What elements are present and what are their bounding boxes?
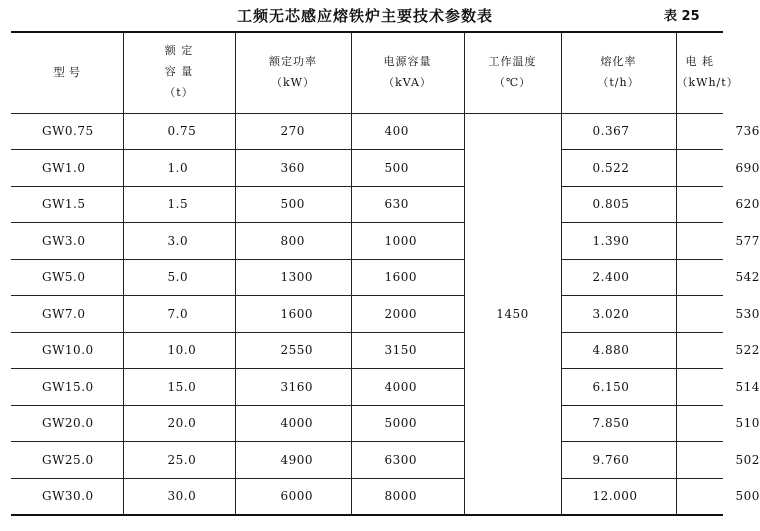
consumption-cell: 514 <box>676 369 723 406</box>
model-cell: GW7.0 <box>11 296 123 333</box>
supply-cell: 1000 <box>351 223 464 260</box>
power-cell: 6000 <box>235 478 351 515</box>
melt-rate-cell: 4.880 <box>561 332 676 369</box>
model-cell: GW3.0 <box>11 223 123 260</box>
header-melt: 熔化率 （t/h） <box>561 32 676 113</box>
model-cell: GW30.0 <box>11 478 123 515</box>
supply-cell: 2000 <box>351 296 464 333</box>
table-title: 工频无芯感应熔铁炉主要技术参数表 <box>236 7 493 25</box>
capacity-cell: 0.75 <box>123 113 235 150</box>
power-cell: 800 <box>235 223 351 260</box>
model-cell: GW5.0 <box>11 259 123 296</box>
power-cell: 270 <box>235 113 351 150</box>
table-row <box>11 369 723 406</box>
supply-cell: 8000 <box>351 478 464 515</box>
model-cell: GW0.75 <box>11 113 123 150</box>
melt-rate-cell: 0.805 <box>561 186 676 223</box>
model-cell: GW25.0 <box>11 442 123 479</box>
melt-rate-cell: 3.020 <box>561 296 676 333</box>
consumption-cell: 510 <box>676 405 723 442</box>
melt-rate-cell: 2.400 <box>561 259 676 296</box>
table-number: 表 25 <box>664 9 700 24</box>
melt-rate-cell: 0.367 <box>561 113 676 150</box>
power-cell: 4900 <box>235 442 351 479</box>
table-row <box>11 442 723 479</box>
consumption-cell: 577 <box>676 223 723 260</box>
header-model: 型 号 <box>11 32 123 113</box>
supply-cell: 630 <box>351 186 464 223</box>
capacity-cell: 1.5 <box>123 186 235 223</box>
table-row <box>11 150 723 187</box>
power-cell: 2550 <box>235 332 351 369</box>
header-consumption: 电 耗 （kWh/t） <box>676 32 723 113</box>
capacity-cell: 3.0 <box>123 223 235 260</box>
model-cell: GW15.0 <box>11 369 123 406</box>
supply-cell: 400 <box>351 113 464 150</box>
supply-cell: 4000 <box>351 369 464 406</box>
consumption-cell: 736 <box>676 113 723 150</box>
power-cell: 3160 <box>235 369 351 406</box>
table-row <box>11 478 723 515</box>
consumption-cell: 690 <box>676 150 723 187</box>
table-row <box>11 259 723 296</box>
supply-cell: 6300 <box>351 442 464 479</box>
supply-cell: 3150 <box>351 332 464 369</box>
table-row <box>11 113 723 150</box>
consumption-cell: 542 <box>676 259 723 296</box>
header-supply: 电源容量 （kVA） <box>351 32 464 113</box>
melt-rate-cell: 6.150 <box>561 369 676 406</box>
header-row <box>11 32 723 113</box>
table-row <box>11 405 723 442</box>
melt-rate-cell: 0.522 <box>561 150 676 187</box>
capacity-cell: 20.0 <box>123 405 235 442</box>
temperature-cell: 1450 <box>464 113 561 515</box>
capacity-cell: 30.0 <box>123 478 235 515</box>
melt-rate-cell: 1.390 <box>561 223 676 260</box>
consumption-cell: 530 <box>676 296 723 333</box>
melt-rate-cell: 7.850 <box>561 405 676 442</box>
header-temp: 工作温度 （℃） <box>464 32 561 113</box>
power-cell: 1300 <box>235 259 351 296</box>
supply-cell: 1600 <box>351 259 464 296</box>
capacity-cell: 25.0 <box>123 442 235 479</box>
melt-rate-cell: 12.000 <box>561 478 676 515</box>
parameters-table <box>11 31 760 516</box>
model-cell: GW1.0 <box>11 150 123 187</box>
header-capacity: 额 定 容 量 （t） <box>123 32 235 113</box>
capacity-cell: 1.0 <box>123 150 235 187</box>
model-cell: GW20.0 <box>11 405 123 442</box>
power-cell: 1600 <box>235 296 351 333</box>
table-row <box>11 332 723 369</box>
consumption-cell: 500 <box>676 478 723 515</box>
consumption-cell: 620 <box>676 186 723 223</box>
power-cell: 500 <box>235 186 351 223</box>
table-row <box>11 186 723 223</box>
header-power: 额定功率 （kW） <box>235 32 351 113</box>
power-cell: 360 <box>235 150 351 187</box>
consumption-cell: 502 <box>676 442 723 479</box>
capacity-cell: 7.0 <box>123 296 235 333</box>
table-row <box>11 223 723 260</box>
melt-rate-cell: 9.760 <box>561 442 676 479</box>
consumption-cell: 522 <box>676 332 723 369</box>
capacity-cell: 5.0 <box>123 259 235 296</box>
model-cell: GW1.5 <box>11 186 123 223</box>
capacity-cell: 15.0 <box>123 369 235 406</box>
table-row <box>11 296 723 333</box>
supply-cell: 500 <box>351 150 464 187</box>
power-cell: 4000 <box>235 405 351 442</box>
supply-cell: 5000 <box>351 405 464 442</box>
capacity-cell: 10.0 <box>123 332 235 369</box>
model-cell: GW10.0 <box>11 332 123 369</box>
